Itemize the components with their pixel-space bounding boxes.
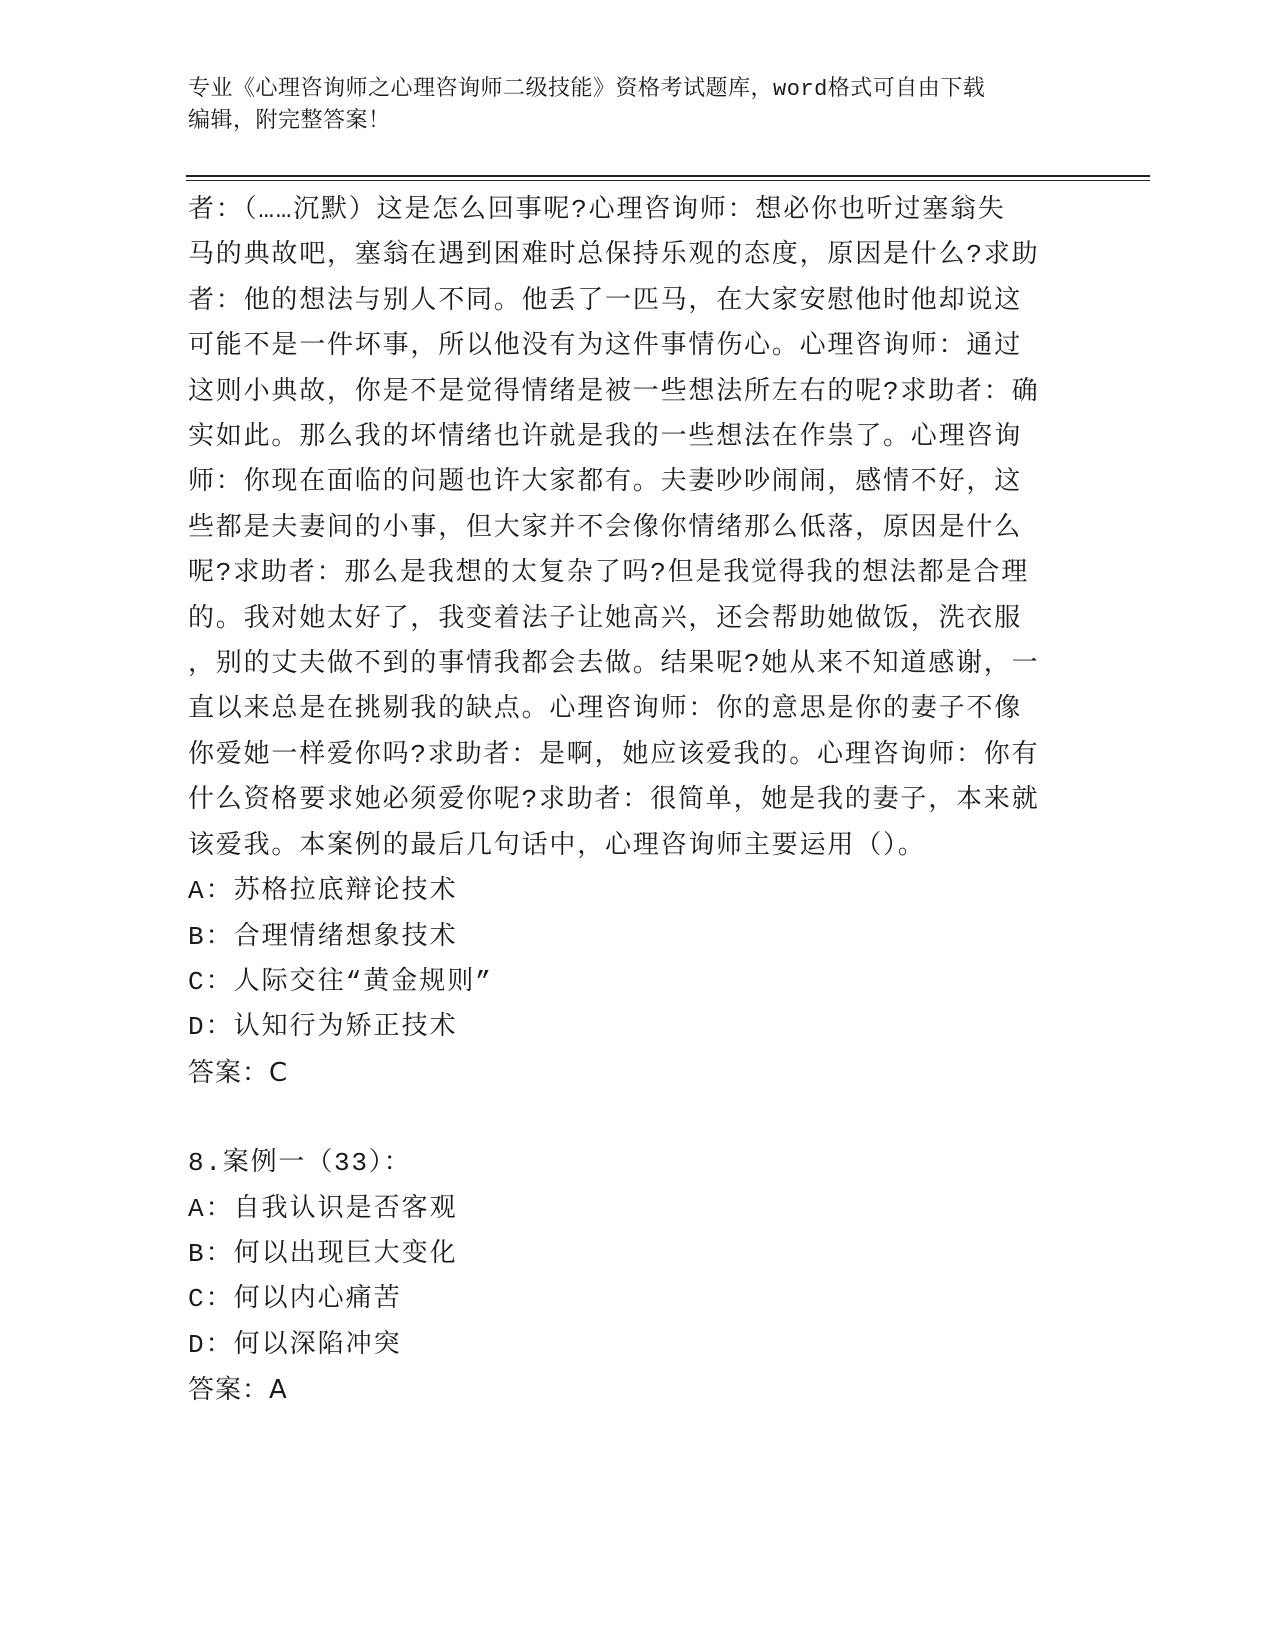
option-a: A：苏格拉底辩论技术: [188, 876, 458, 907]
option-d: D：何以深陷冲突: [188, 1329, 402, 1360]
header-line-2: 编辑，附完整答案！: [188, 109, 391, 134]
option-c: C：人际交往“黄金规则”: [188, 966, 493, 997]
header-rule-thick: [186, 175, 1150, 177]
stem-line: 什么资格要求她必须爱你呢?求助者：很简单，她是我的妻子，本来就: [188, 785, 1040, 816]
stem-line: 实如此。那么我的坏情绪也许就是我的一些想法在作祟了。心理咨询: [188, 422, 1023, 453]
page-content: [188, 188, 1078, 1414]
question-spacer: [188, 1096, 1078, 1141]
stem-line: 师：你现在面临的问题也许大家都有。夫妻吵吵闹闹，感情不好，这: [188, 467, 1023, 498]
option-a: A：自我认识是否客观: [188, 1193, 458, 1224]
header-rule-thin: [186, 180, 1150, 181]
option-d: D：认知行为矫正技术: [188, 1012, 458, 1043]
option-c: C：何以内心痛苦: [188, 1284, 402, 1315]
question-8-title: 8.案例一（33）：: [188, 1148, 412, 1179]
header-line-1: 专业《心理咨询师之心理咨询师二级技能》资格考试题库，word格式可自由下载: [188, 77, 986, 102]
page-header: [188, 74, 1068, 138]
stem-line: ，别的丈夫做不到的事情我都会去做。结果呢?她从来不知道感谢，一: [188, 649, 1040, 680]
stem-line: 这则小典故，你是不是觉得情绪是被一些想法所左右的呢?求助者：确: [188, 376, 1040, 407]
stem-line: 的。我对她太好了，我变着法子让她高兴，还会帮助她做饭，洗衣服: [188, 603, 1023, 634]
question-7-stem: [188, 188, 1078, 869]
stem-line: 马的典故吧，塞翁在遇到困难时总保持乐观的态度，原因是什么?求助: [188, 240, 1040, 271]
stem-line: 者：他的想法与别人不同。他丢了一匹马，在大家安慰他时他却说这: [188, 285, 1023, 316]
option-b: B：何以出现巨大变化: [188, 1238, 458, 1269]
stem-line: 者：（……沉默）这是怎么回事呢?心理咨询师：想必你也听过塞翁失: [188, 195, 1006, 225]
answer: 答案：C: [188, 1057, 289, 1088]
question-7: [188, 188, 1078, 1096]
stem-line: 该爱我。本案例的最后几句话中，心理咨询师主要运用（）。: [188, 830, 926, 861]
stem-line: 你爱她一样爱你吗?求助者：是啊，她应该爱我的。心理咨询师：你有: [188, 739, 1040, 770]
question-8: [188, 1141, 1078, 1413]
stem-line: 直以来总是在挑剔我的缺点。心理咨询师：你的意思是你的妻子不像: [188, 694, 1023, 725]
option-b: B：合理情绪想象技术: [188, 921, 458, 952]
stem-line: 呢?求助者：那么是我想的太复杂了吗?但是我觉得我的想法都是合理: [188, 558, 1030, 589]
answer: 答案：A: [188, 1375, 288, 1406]
stem-line: 可能不是一件坏事，所以他没有为这件事情伤心。心理咨询师：通过: [188, 331, 1023, 362]
stem-line: 些都是夫妻间的小事，但大家并不会像你情绪那么低落，原因是什么: [188, 512, 1023, 543]
